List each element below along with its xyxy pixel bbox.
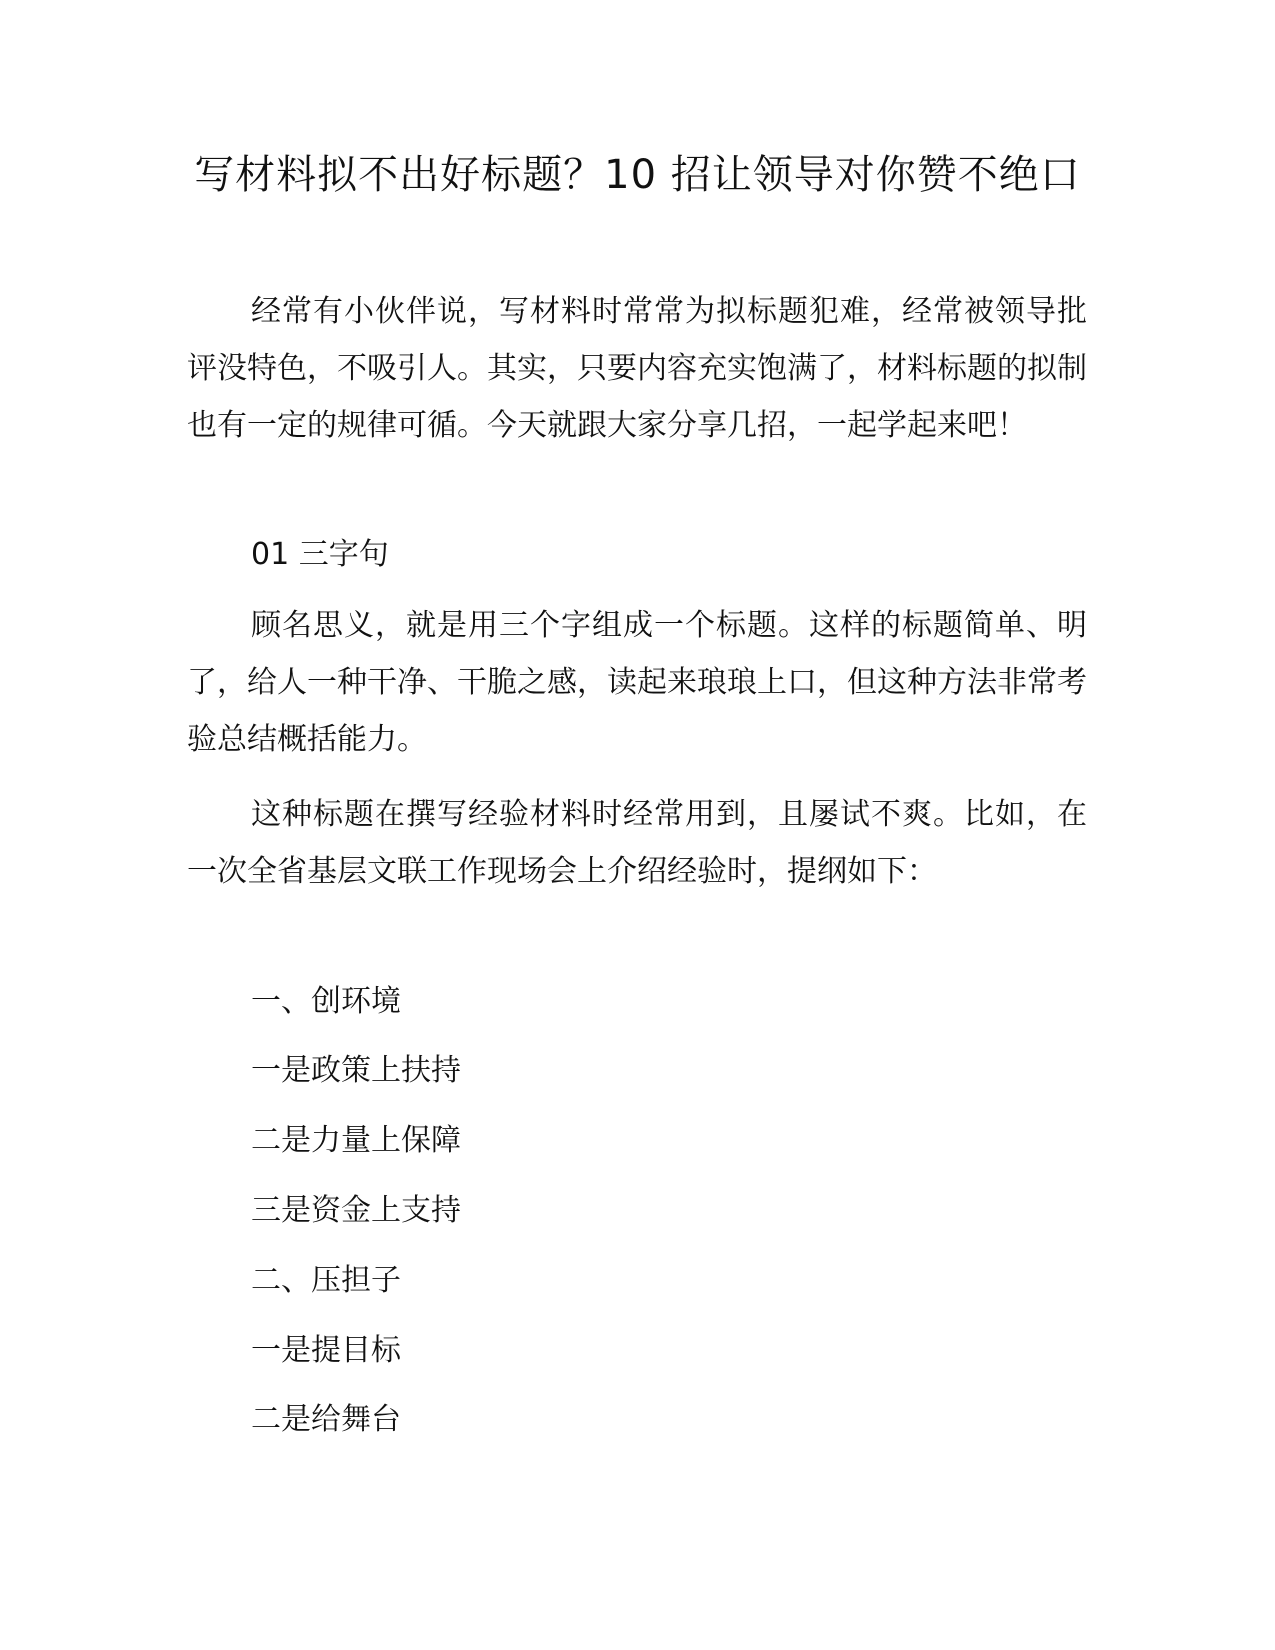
outline-item: 一是政策上扶持	[251, 1053, 461, 1088]
document-title: 写材料拟不出好标题？10 招让领导对你赞不绝口	[194, 152, 1081, 198]
intro-paragraph: 经常有小伙伴说，写材料时常常为拟标题犯难，经常被领导批评没特色，不吸引人。其实，只要内容充实饱满了，材料标题的拟制也有一定的规律可循。今天就跟大家分享几招，一起学起来吧！	[187, 294, 1087, 443]
outline-item: 二、压担子	[251, 1263, 401, 1298]
outline-item: 一是提目标	[251, 1333, 401, 1368]
section-heading-01: 01 三字句	[251, 537, 389, 572]
outline-item: 二是力量上保障	[251, 1123, 461, 1158]
outline-item: 二是给舞台	[251, 1402, 401, 1437]
explanation-paragraph: 顾名思义，就是用三个字组成一个标题。这样的标题简单、明了，给人一种干净、干脆之感，读起来琅琅上口，但这种方法非常考验总结概括能力。	[187, 608, 1087, 757]
outline-item: 三是资金上支持	[251, 1193, 461, 1228]
example-intro-paragraph: 这种标题在撰写经验材料时经常用到，且屡试不爽。比如，在一次全省基层文联工作现场会上介绍经验时，提纲如下：	[187, 797, 1087, 889]
outline-item: 一、创环境	[251, 984, 401, 1019]
